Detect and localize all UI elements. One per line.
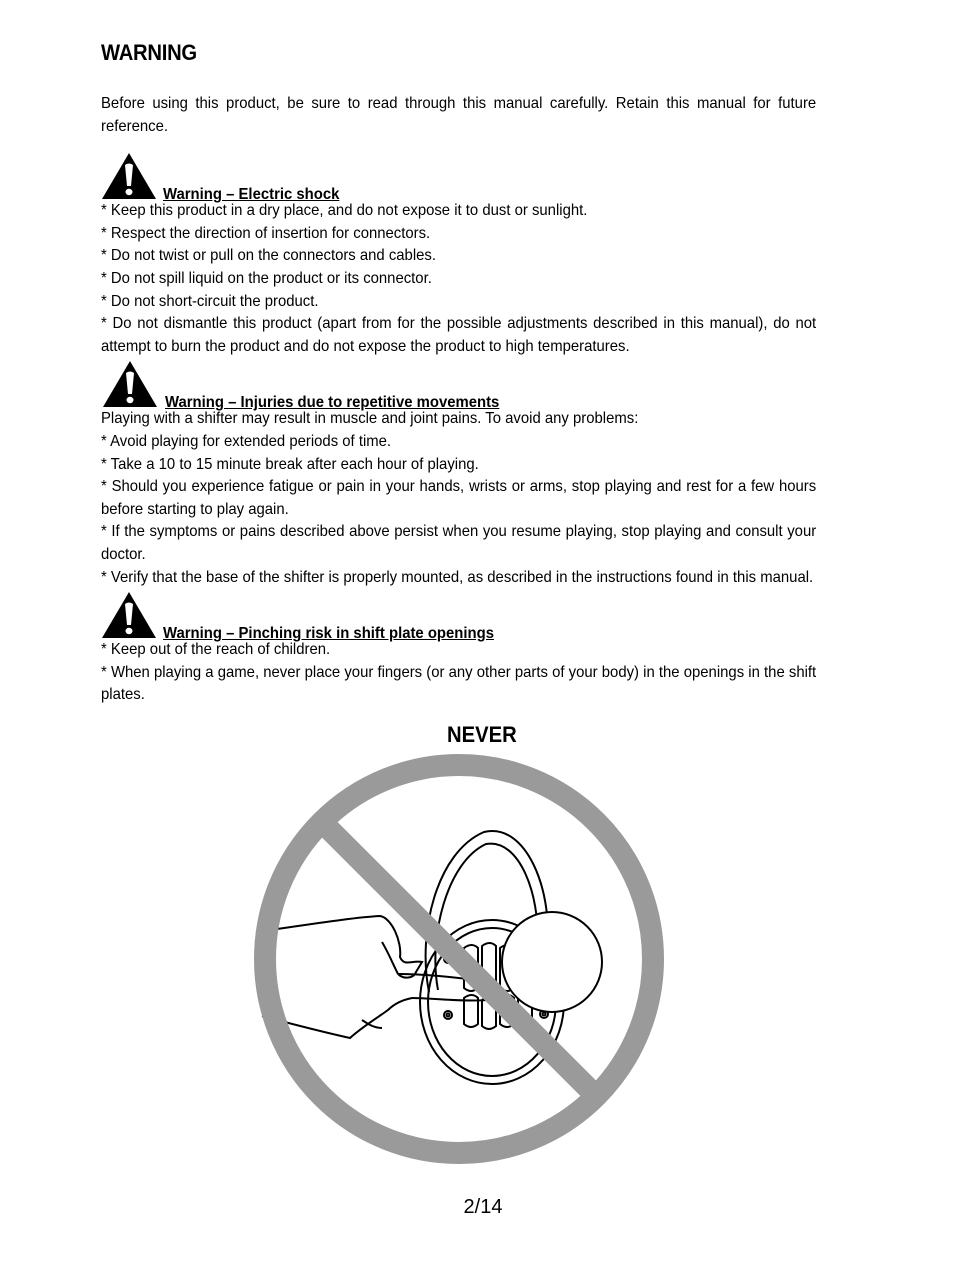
warning-triangle-icon	[101, 360, 159, 408]
warning-triangle-icon	[101, 152, 157, 200]
list-item: * Do not short-circuit the product.	[101, 292, 319, 310]
section-title: Warning – Pinching risk in shift plate openings	[163, 625, 494, 643]
list-item: * Avoid playing for extended periods of time.	[101, 432, 392, 450]
list-item: * Verify that the base of the shifter is properly mounted, as described in the instructions found in this manual.	[101, 568, 814, 586]
section-title: Warning – Injuries due to repetitive movements	[165, 394, 500, 412]
list-item: * Should you experience fatigue or pain in your hands, wrists or arms, stop playing and rest for a few hours before starting to play again.	[101, 478, 817, 518]
prohibited-finger-in-shift-plate-icon	[252, 752, 666, 1166]
list-item: * Keep this product in a dry place, and do not expose it to dust or sunlight.	[101, 202, 588, 220]
section-repetitive-movements	[101, 358, 816, 589]
list-item: * Keep out of the reach of children.	[101, 641, 331, 659]
list-item: Playing with a shifter may result in muscle and joint pains. To avoid any problems:	[101, 410, 639, 428]
page-heading: WARNING	[101, 40, 197, 65]
section-title: Warning – Electric shock	[163, 186, 340, 204]
warning-triangle-icon	[101, 591, 157, 639]
list-item: * Respect the direction of insertion for connectors.	[101, 224, 431, 242]
list-item: * Do not spill liquid on the product or its connector.	[101, 269, 432, 287]
list-item: * Do not twist or pull on the connectors and cables.	[101, 247, 436, 265]
section-electric-shock	[101, 150, 816, 358]
list-item: * Take a 10 to 15 minute break after each hour of playing.	[101, 455, 479, 473]
intro-paragraph: Before using this product, be sure to read through this manual carefully. Retain this manual for future reference.	[101, 95, 817, 135]
section-header	[101, 589, 816, 643]
manual-page	[101, 40, 816, 707]
list-item: * Do not dismantle this product (apart from for the possible adjustments described in this manual), do not attempt to burn the product and do not expose the product to high temperatures.	[101, 315, 817, 355]
list-item: * When playing a game, never place your fingers (or any other parts of your body) in the openings in the shift plates.	[101, 663, 817, 704]
section-pinching-risk	[101, 589, 816, 707]
section-header	[101, 358, 816, 412]
page-number: 2/14	[463, 1196, 503, 1218]
list-item: * If the symptoms or pains described above persist when you resume playing, stop playing and consult your doctor.	[101, 523, 817, 563]
never-label: NEVER	[447, 722, 517, 747]
section-header	[101, 150, 816, 204]
